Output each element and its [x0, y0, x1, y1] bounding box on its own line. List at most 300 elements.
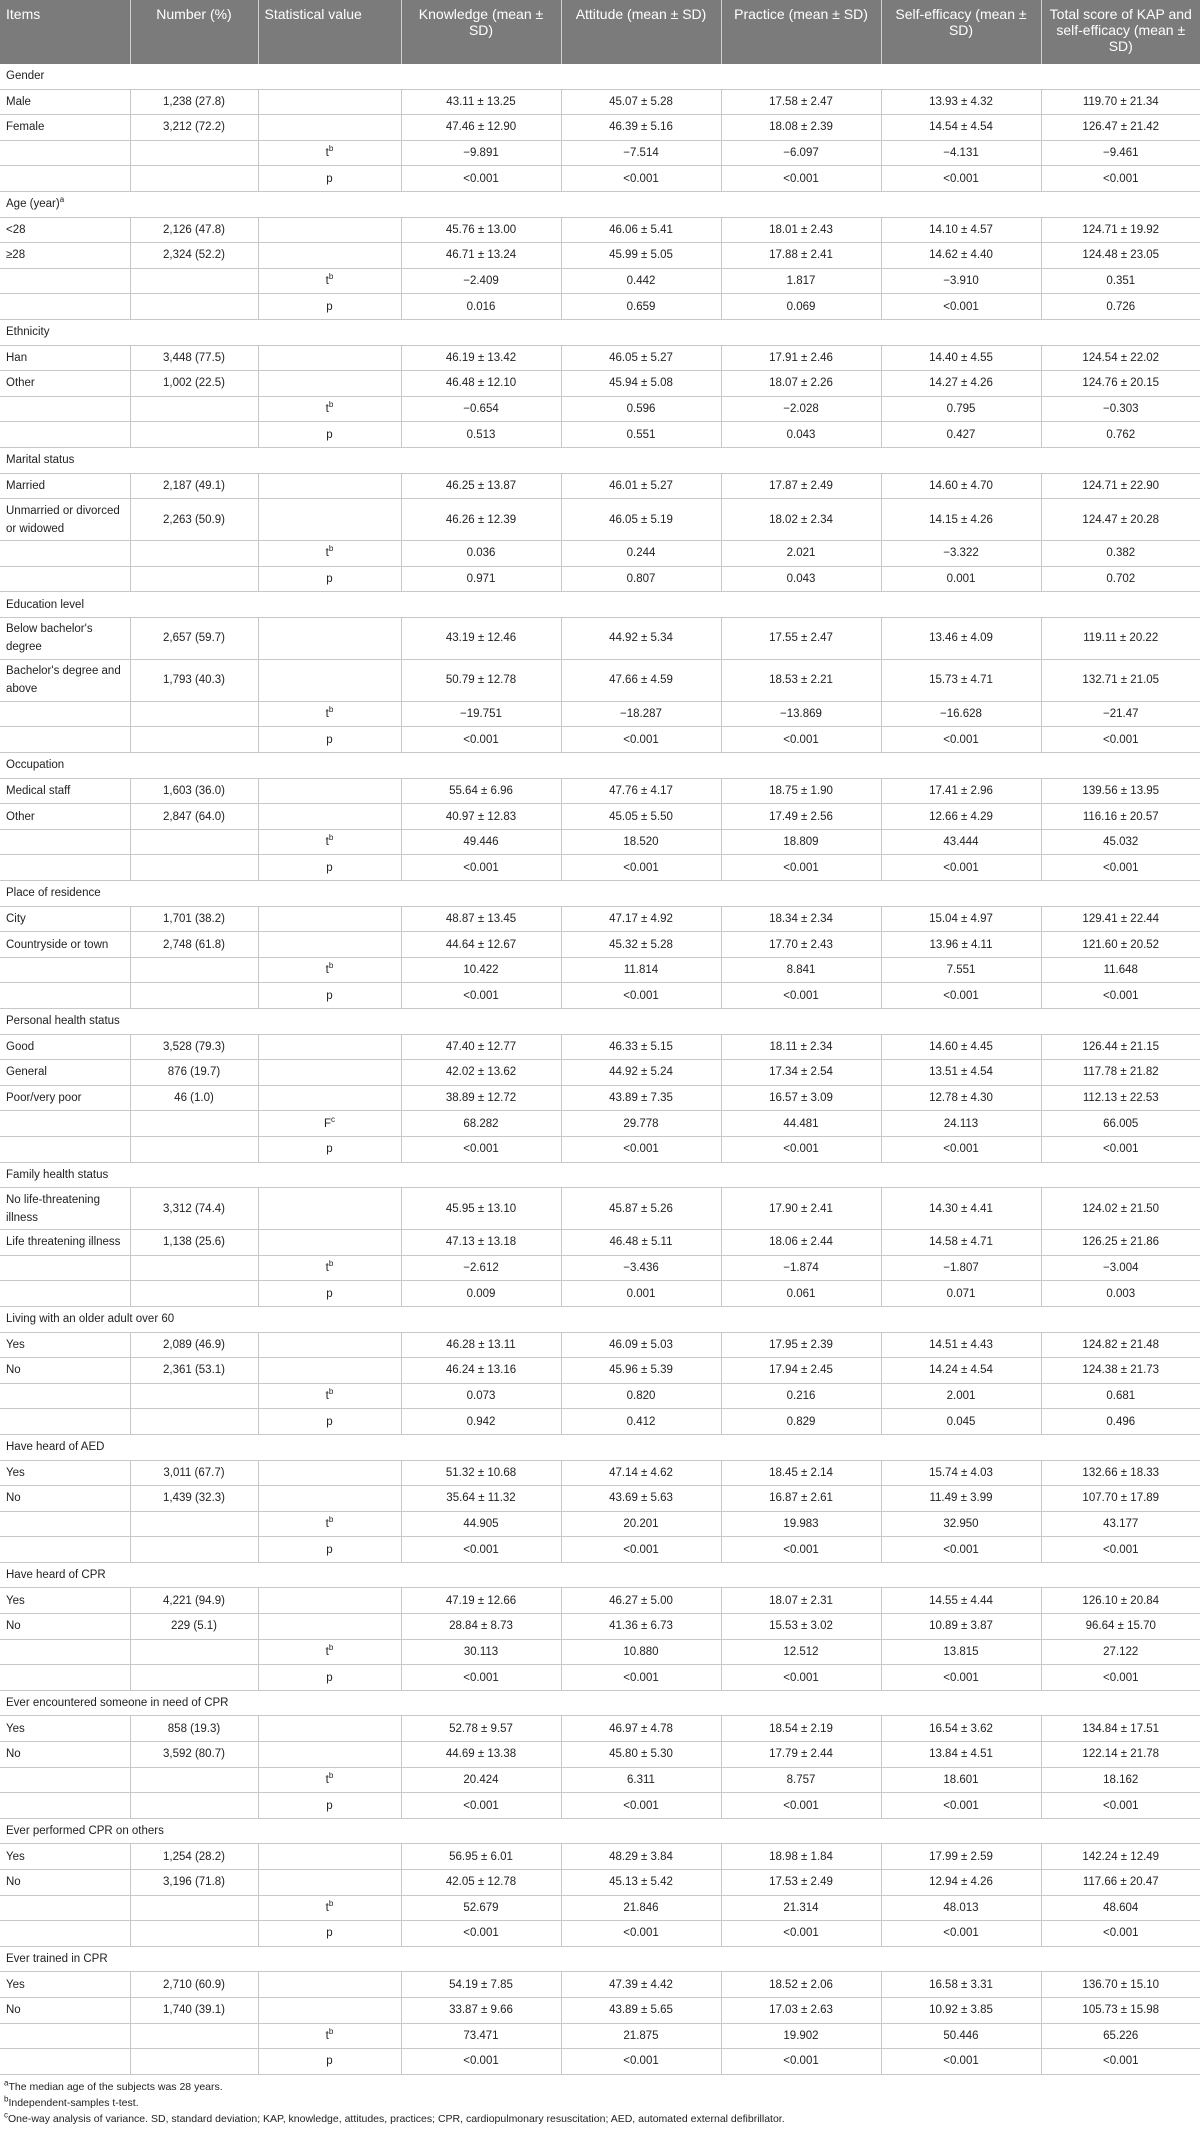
row-statistic	[258, 371, 401, 397]
footnote-marker: b	[328, 1643, 334, 1653]
value-cell: <0.001	[881, 166, 1041, 192]
value-cell: 15.74 ± 4.03	[881, 1460, 1041, 1486]
value-cell: <0.001	[721, 1665, 881, 1691]
row-label	[0, 1511, 130, 1537]
value-cell: 0.442	[561, 268, 721, 294]
value-cell: <0.001	[1041, 1921, 1200, 1947]
row-label: ≥28	[0, 243, 130, 269]
row-label: Life threatening illness	[0, 1230, 130, 1256]
value-cell: <0.001	[401, 727, 561, 753]
value-cell: 8.841	[721, 957, 881, 983]
footnote-marker: b	[328, 2027, 334, 2037]
row-label	[0, 1409, 130, 1435]
value-cell: 0.829	[721, 1409, 881, 1435]
value-cell: 13.96 ± 4.11	[881, 932, 1041, 958]
table-row	[0, 1537, 1200, 1563]
row-number	[130, 422, 258, 448]
value-cell: <0.001	[561, 855, 721, 881]
row-number	[130, 541, 258, 567]
row-number: 1,701 (38.2)	[130, 906, 258, 932]
value-cell: 8.757	[721, 1767, 881, 1793]
value-cell: 44.481	[721, 1111, 881, 1137]
value-cell: 68.282	[401, 1111, 561, 1137]
row-statistic	[258, 217, 401, 243]
value-cell: 126.44 ± 21.15	[1041, 1034, 1200, 1060]
value-cell: 17.58 ± 2.47	[721, 89, 881, 115]
table-row	[0, 1409, 1200, 1435]
row-label: No life-threatening illness	[0, 1188, 130, 1230]
value-cell: 46.39 ± 5.16	[561, 115, 721, 141]
row-label	[0, 1921, 130, 1947]
table-row	[0, 473, 1200, 499]
value-cell: 134.84 ± 17.51	[1041, 1716, 1200, 1742]
row-number: 1,138 (25.6)	[130, 1230, 258, 1256]
row-label: Countryside or town	[0, 932, 130, 958]
table-row	[0, 1742, 1200, 1768]
value-cell: <0.001	[561, 166, 721, 192]
row-number	[130, 1665, 258, 1691]
table-row	[0, 345, 1200, 371]
row-statistic	[258, 1358, 401, 1384]
row-number: 2,710 (60.9)	[130, 1972, 258, 1998]
value-cell: −21.47	[1041, 701, 1200, 727]
row-label	[0, 1895, 130, 1921]
value-cell: 0.427	[881, 422, 1041, 448]
value-cell: 43.19 ± 12.46	[401, 617, 561, 659]
row-label: Female	[0, 115, 130, 141]
section-title: Ethnicity	[6, 326, 50, 339]
value-cell: <0.001	[881, 1793, 1041, 1819]
value-cell: 48.87 ± 13.45	[401, 906, 561, 932]
row-statistic	[258, 1034, 401, 1060]
row-statistic	[258, 1281, 401, 1307]
row-label	[0, 701, 130, 727]
value-cell: 17.95 ± 2.39	[721, 1332, 881, 1358]
table-row	[0, 906, 1200, 932]
table-row	[0, 243, 1200, 269]
row-label: Good	[0, 1034, 130, 1060]
value-cell: 50.446	[881, 2023, 1041, 2049]
section-title-cell	[0, 1946, 1200, 1972]
value-cell: 46.28 ± 13.11	[401, 1332, 561, 1358]
section-title-cell	[0, 1162, 1200, 1188]
statistic-symbol: t	[325, 1262, 329, 1275]
value-cell: 17.79 ± 2.44	[721, 1742, 881, 1768]
value-cell: <0.001	[401, 1537, 561, 1563]
section-title: Occupation	[6, 759, 65, 772]
row-statistic	[258, 1409, 401, 1435]
row-label: Yes	[0, 1332, 130, 1358]
value-cell: 46.97 ± 4.78	[561, 1716, 721, 1742]
value-cell: 19.902	[721, 2023, 881, 2049]
value-cell: 116.16 ± 20.57	[1041, 804, 1200, 830]
value-cell: 18.520	[561, 829, 721, 855]
value-cell: 107.70 ± 17.89	[1041, 1486, 1200, 1512]
value-cell: 1.817	[721, 268, 881, 294]
row-label: Male	[0, 89, 130, 115]
value-cell: 18.34 ± 2.34	[721, 906, 881, 932]
section-title: Have heard of CPR	[6, 1569, 106, 1582]
value-cell: 17.90 ± 2.41	[721, 1188, 881, 1230]
footnote-marker: a	[59, 195, 65, 205]
row-number: 3,212 (72.2)	[130, 115, 258, 141]
row-label	[0, 1793, 130, 1819]
row-number	[130, 957, 258, 983]
row-label	[0, 1136, 130, 1162]
row-label	[0, 855, 130, 881]
value-cell: 14.24 ± 4.54	[881, 1358, 1041, 1384]
value-cell: 46.25 ± 13.87	[401, 473, 561, 499]
section-header-row	[0, 1306, 1200, 1332]
row-statistic	[258, 1972, 401, 1998]
row-statistic	[258, 1997, 401, 2023]
value-cell: 16.58 ± 3.31	[881, 1972, 1041, 1998]
value-cell: 55.64 ± 6.96	[401, 778, 561, 804]
value-cell: <0.001	[1041, 166, 1200, 192]
footnote-marker: b	[328, 272, 334, 282]
footnote-marker: b	[328, 961, 334, 971]
value-cell: 46.05 ± 5.19	[561, 499, 721, 541]
row-number	[130, 1537, 258, 1563]
value-cell: −19.751	[401, 701, 561, 727]
row-label	[0, 541, 130, 567]
value-cell: 10.880	[561, 1639, 721, 1665]
value-cell: 124.71 ± 22.90	[1041, 473, 1200, 499]
value-cell: 54.19 ± 7.85	[401, 1972, 561, 1998]
row-statistic	[258, 1111, 401, 1137]
section-header-row	[0, 1009, 1200, 1035]
table-row	[0, 1997, 1200, 2023]
value-cell: 17.70 ± 2.43	[721, 932, 881, 958]
value-cell: 17.87 ± 2.49	[721, 473, 881, 499]
header-practice: Practice (mean ± SD)	[721, 0, 881, 64]
section-header-row	[0, 881, 1200, 907]
row-statistic	[258, 1767, 401, 1793]
value-cell: 0.073	[401, 1383, 561, 1409]
section-title: Have heard of AED	[6, 1441, 105, 1454]
table-row	[0, 1230, 1200, 1256]
table-row	[0, 804, 1200, 830]
section-header-row	[0, 1434, 1200, 1460]
value-cell: 0.003	[1041, 1281, 1200, 1307]
value-cell: 0.244	[561, 541, 721, 567]
row-statistic	[258, 701, 401, 727]
value-cell: 46.48 ± 5.11	[561, 1230, 721, 1256]
section-title: Age (year)	[6, 198, 60, 211]
row-number: 1,740 (39.1)	[130, 1997, 258, 2023]
value-cell: 11.49 ± 3.99	[881, 1486, 1041, 1512]
table-row	[0, 1767, 1200, 1793]
table-row	[0, 268, 1200, 294]
row-label	[0, 957, 130, 983]
value-cell: <0.001	[561, 983, 721, 1009]
section-title-cell	[0, 1818, 1200, 1844]
value-cell: −1.874	[721, 1255, 881, 1281]
value-cell: −3.910	[881, 268, 1041, 294]
value-cell: 49.446	[401, 829, 561, 855]
table-row	[0, 89, 1200, 115]
row-label	[0, 566, 130, 592]
row-label: Yes	[0, 1844, 130, 1870]
value-cell: 12.94 ± 4.26	[881, 1870, 1041, 1896]
table-row	[0, 1870, 1200, 1896]
value-cell: 13.51 ± 4.54	[881, 1060, 1041, 1086]
value-cell: 11.814	[561, 957, 721, 983]
statistic-symbol: p	[326, 1143, 333, 1156]
value-cell: 126.10 ± 20.84	[1041, 1588, 1200, 1614]
value-cell: 46.27 ± 5.00	[561, 1588, 721, 1614]
value-cell: <0.001	[401, 855, 561, 881]
value-cell: 35.64 ± 11.32	[401, 1486, 561, 1512]
value-cell: 45.87 ± 5.26	[561, 1188, 721, 1230]
value-cell: 73.471	[401, 2023, 561, 2049]
section-title: Family health status	[6, 1168, 109, 1181]
value-cell: 45.13 ± 5.42	[561, 1870, 721, 1896]
row-number: 1,002 (22.5)	[130, 371, 258, 397]
row-number: 2,847 (64.0)	[130, 804, 258, 830]
table-row	[0, 396, 1200, 422]
value-cell: 18.07 ± 2.26	[721, 371, 881, 397]
value-cell: 17.88 ± 2.41	[721, 243, 881, 269]
value-cell: 14.51 ± 4.43	[881, 1332, 1041, 1358]
value-cell: 17.41 ± 2.96	[881, 778, 1041, 804]
row-label: No	[0, 1486, 130, 1512]
value-cell: 46.24 ± 13.16	[401, 1358, 561, 1384]
row-statistic	[258, 166, 401, 192]
table-row	[0, 1793, 1200, 1819]
row-label	[0, 294, 130, 320]
table-row	[0, 727, 1200, 753]
table-row	[0, 1034, 1200, 1060]
value-cell: 142.24 ± 12.49	[1041, 1844, 1200, 1870]
value-cell: 132.66 ± 18.33	[1041, 1460, 1200, 1486]
footnote-marker: b	[4, 2094, 9, 2104]
row-label	[0, 727, 130, 753]
value-cell: 132.71 ± 21.05	[1041, 659, 1200, 701]
table-row	[0, 659, 1200, 701]
row-number	[130, 2049, 258, 2075]
row-number	[130, 566, 258, 592]
statistic-symbol: t	[325, 1773, 329, 1786]
statistic-symbol: t	[325, 1901, 329, 1914]
value-cell: <0.001	[881, 2049, 1041, 2075]
row-label	[0, 1111, 130, 1137]
row-number: 1,238 (27.8)	[130, 89, 258, 115]
value-cell: −13.869	[721, 701, 881, 727]
value-cell: 121.60 ± 20.52	[1041, 932, 1200, 958]
value-cell: 18.53 ± 2.21	[721, 659, 881, 701]
value-cell: 18.809	[721, 829, 881, 855]
statistic-symbol: t	[325, 1517, 329, 1530]
footnote-marker: b	[328, 144, 334, 154]
row-statistic	[258, 727, 401, 753]
value-cell: <0.001	[721, 983, 881, 1009]
statistic-symbol: p	[326, 1671, 333, 1684]
section-title-cell	[0, 1690, 1200, 1716]
section-title: Ever trained in CPR	[6, 1953, 108, 1966]
value-cell: −3.436	[561, 1255, 721, 1281]
row-statistic	[258, 140, 401, 166]
value-cell: <0.001	[881, 727, 1041, 753]
row-statistic	[258, 1639, 401, 1665]
value-cell: 32.950	[881, 1511, 1041, 1537]
value-cell: 48.29 ± 3.84	[561, 1844, 721, 1870]
table-row	[0, 1486, 1200, 1512]
table-row	[0, 1844, 1200, 1870]
statistic-symbol: t	[325, 1645, 329, 1658]
value-cell: <0.001	[401, 2049, 561, 2075]
footnote-marker: b	[328, 1387, 334, 1397]
row-number	[130, 1111, 258, 1137]
value-cell: <0.001	[881, 1537, 1041, 1563]
value-cell: 124.02 ± 21.50	[1041, 1188, 1200, 1230]
section-title-cell	[0, 319, 1200, 345]
row-statistic	[258, 1230, 401, 1256]
value-cell: 0.412	[561, 1409, 721, 1435]
row-number: 2,748 (61.8)	[130, 932, 258, 958]
value-cell: 117.66 ± 20.47	[1041, 1870, 1200, 1896]
value-cell: 17.91 ± 2.46	[721, 345, 881, 371]
value-cell: 18.54 ± 2.19	[721, 1716, 881, 1742]
value-cell: 24.113	[881, 1111, 1041, 1137]
row-statistic	[258, 1665, 401, 1691]
value-cell: 51.32 ± 10.68	[401, 1460, 561, 1486]
value-cell: 14.58 ± 4.71	[881, 1230, 1041, 1256]
value-cell: <0.001	[561, 1921, 721, 1947]
value-cell: 43.177	[1041, 1511, 1200, 1537]
row-label: General	[0, 1060, 130, 1086]
value-cell: 18.01 ± 2.43	[721, 217, 881, 243]
value-cell: <0.001	[401, 166, 561, 192]
statistic-symbol: F	[323, 1117, 332, 1130]
value-cell: −2.028	[721, 396, 881, 422]
statistic-symbol: t	[325, 836, 329, 849]
value-cell: <0.001	[1041, 983, 1200, 1009]
row-label	[0, 422, 130, 448]
value-cell: 0.045	[881, 1409, 1041, 1435]
row-number	[130, 268, 258, 294]
table-row	[0, 140, 1200, 166]
row-statistic	[258, 1136, 401, 1162]
section-title: Gender	[6, 70, 45, 83]
value-cell: 44.69 ± 13.38	[401, 1742, 561, 1768]
value-cell: 13.93 ± 4.32	[881, 89, 1041, 115]
section-header-row	[0, 319, 1200, 345]
row-label: Poor/very poor	[0, 1085, 130, 1111]
value-cell: 46.09 ± 5.03	[561, 1332, 721, 1358]
value-cell: 124.76 ± 20.15	[1041, 371, 1200, 397]
row-number	[130, 1767, 258, 1793]
table-row	[0, 778, 1200, 804]
value-cell: 38.89 ± 12.72	[401, 1085, 561, 1111]
value-cell: 45.07 ± 5.28	[561, 89, 721, 115]
footnote	[4, 2095, 1196, 2111]
table-row	[0, 1332, 1200, 1358]
value-cell: 2.021	[721, 541, 881, 567]
row-number	[130, 1281, 258, 1307]
table-row	[0, 499, 1200, 541]
row-label: Other	[0, 371, 130, 397]
table-row	[0, 2049, 1200, 2075]
table-row	[0, 1614, 1200, 1640]
row-label	[0, 396, 130, 422]
footnote-text: Independent-samples t-test.	[8, 2096, 139, 2109]
value-cell: 45.05 ± 5.50	[561, 804, 721, 830]
value-cell: <0.001	[881, 1136, 1041, 1162]
value-cell: 45.032	[1041, 829, 1200, 855]
value-cell: 66.005	[1041, 1111, 1200, 1137]
value-cell: 0.659	[561, 294, 721, 320]
value-cell: 47.66 ± 4.59	[561, 659, 721, 701]
row-label	[0, 140, 130, 166]
row-label	[0, 1255, 130, 1281]
value-cell: 117.78 ± 21.82	[1041, 1060, 1200, 1086]
footnote-marker: a	[4, 2078, 9, 2088]
statistic-symbol: p	[326, 989, 333, 1002]
value-cell: 44.92 ± 5.24	[561, 1060, 721, 1086]
value-cell: 43.89 ± 5.65	[561, 1997, 721, 2023]
table-row	[0, 1588, 1200, 1614]
value-cell: 43.444	[881, 829, 1041, 855]
row-statistic	[258, 983, 401, 1009]
row-number: 4,221 (94.9)	[130, 1588, 258, 1614]
value-cell: 105.73 ± 15.98	[1041, 1997, 1200, 2023]
value-cell: <0.001	[721, 855, 881, 881]
value-cell: 11.648	[1041, 957, 1200, 983]
row-statistic	[258, 1332, 401, 1358]
row-number	[130, 2023, 258, 2049]
value-cell: 2.001	[881, 1383, 1041, 1409]
row-statistic	[258, 2023, 401, 2049]
section-title-cell	[0, 1562, 1200, 1588]
table-row	[0, 1921, 1200, 1947]
value-cell: 0.807	[561, 566, 721, 592]
row-label: No	[0, 1614, 130, 1640]
table-row	[0, 294, 1200, 320]
row-number	[130, 1921, 258, 1947]
value-cell: 119.70 ± 21.34	[1041, 89, 1200, 115]
value-cell: 124.82 ± 21.48	[1041, 1332, 1200, 1358]
row-number: 2,361 (53.1)	[130, 1358, 258, 1384]
section-title-cell	[0, 1306, 1200, 1332]
value-cell: 18.75 ± 1.90	[721, 778, 881, 804]
row-label: Medical staff	[0, 778, 130, 804]
section-header-row	[0, 1690, 1200, 1716]
value-cell: 0.681	[1041, 1383, 1200, 1409]
section-title-cell	[0, 191, 1200, 217]
section-title: Place of residence	[6, 887, 101, 900]
value-cell: 136.70 ± 15.10	[1041, 1972, 1200, 1998]
row-number: 3,312 (74.4)	[130, 1188, 258, 1230]
value-cell: 15.04 ± 4.97	[881, 906, 1041, 932]
value-cell: <0.001	[721, 1136, 881, 1162]
row-label	[0, 2023, 130, 2049]
value-cell: 124.38 ± 21.73	[1041, 1358, 1200, 1384]
footnote-marker: b	[328, 705, 334, 715]
section-title: Ever encountered someone in need of CPR	[6, 1697, 229, 1710]
value-cell: 16.54 ± 3.62	[881, 1716, 1041, 1742]
value-cell: 43.89 ± 7.35	[561, 1085, 721, 1111]
row-statistic	[258, 1614, 401, 1640]
table-row	[0, 855, 1200, 881]
table-row	[0, 541, 1200, 567]
value-cell: <0.001	[561, 1136, 721, 1162]
table-row	[0, 1639, 1200, 1665]
value-cell: <0.001	[881, 983, 1041, 1009]
statistic-symbol: p	[326, 2055, 333, 2068]
value-cell: <0.001	[721, 1793, 881, 1819]
row-statistic	[258, 829, 401, 855]
